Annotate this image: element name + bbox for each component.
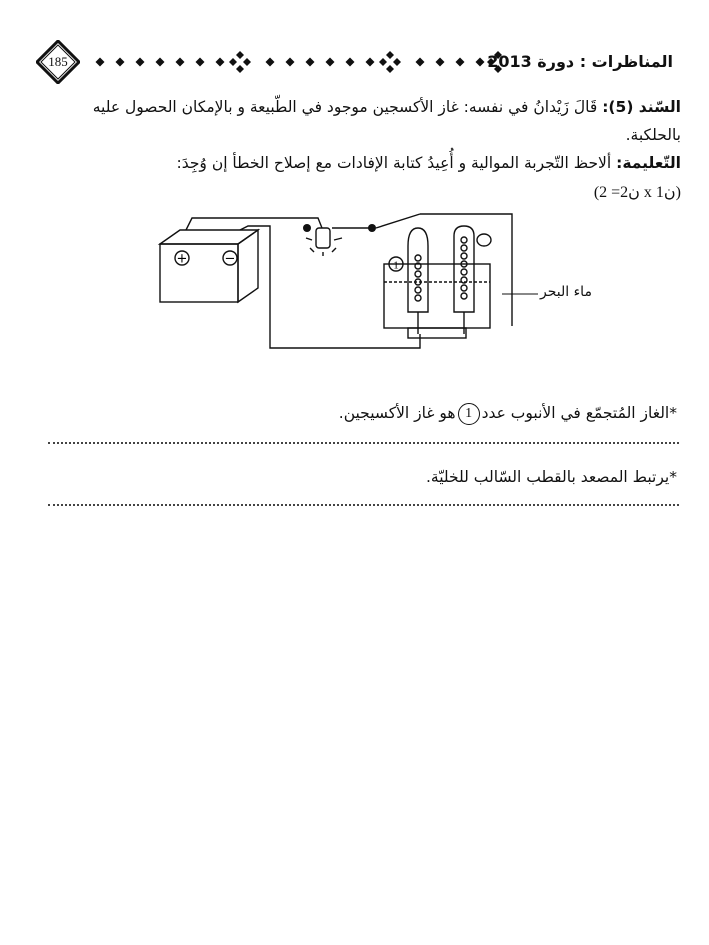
tube-number-badge: 1 — [458, 403, 480, 425]
diamond-ornament-icon — [386, 65, 394, 73]
test-tube-2-icon — [454, 226, 491, 334]
lamp-icon — [306, 228, 342, 256]
support-paragraph-continued: بالحلكبة. — [625, 126, 681, 144]
electrolysis-diagram — [140, 206, 560, 356]
instruction-text: ألاحظ التّجربة الموالية و أُعِيدُ كتابة الإفادات مع إصلاح الخطأ إن وُجِدَ: — [176, 154, 617, 172]
statement-1-suffix: هو غاز الأكسيجين. — [338, 404, 456, 422]
test-tube-1-icon — [408, 228, 428, 334]
header-title: المناظرات : دورة 2013 — [487, 52, 673, 71]
page-number-badge — [36, 40, 80, 84]
statement-2: *يرتبط المصعد بالقطب السّالب للخليّة. — [425, 468, 677, 486]
diamond-ornament-icon — [216, 58, 225, 67]
instruction-label: التّعليمة: — [616, 154, 681, 172]
formula: (ن2= 2 x ن1) — [593, 184, 681, 201]
answer-line-1[interactable] — [48, 438, 679, 444]
battery-minus-label: − — [224, 251, 236, 267]
diamond-ornament-icon — [266, 58, 275, 67]
support-text: قَالَ زَيْدانُ في نفسه: غاز الأكسجين موجود في الطّبيعة و بالإمكان الحصول عليه — [92, 98, 603, 116]
diamond-ornament-icon — [176, 58, 185, 67]
tube-number-label: 1 — [393, 259, 399, 272]
diamond-ornament-icon — [196, 58, 205, 67]
diamond-ornament-icon — [476, 58, 485, 67]
diamond-ornament-icon — [243, 58, 251, 66]
diamond-ornament-icon — [96, 58, 105, 67]
diamond-ornament-icon — [116, 58, 125, 67]
statement-1-prefix: *الغاز المُتجمّع في الأنبوب عدد — [481, 404, 677, 422]
diamond-ornament-icon — [386, 51, 394, 59]
diamond-ornament-icon — [156, 58, 165, 67]
battery-icon — [160, 230, 258, 302]
support-label: السّند (5): — [602, 98, 681, 116]
sea-water-label: ماء البحر — [540, 284, 592, 300]
support-paragraph — [20, 94, 681, 120]
diamond-ornament-icon — [136, 58, 145, 67]
diamond-ornament-icon — [456, 58, 465, 67]
diamond-ornament-icon — [393, 58, 401, 66]
statement-1 — [30, 400, 677, 426]
answer-line-2[interactable] — [48, 500, 679, 506]
diamond-ornament-icon — [379, 58, 387, 66]
diamond-ornament-icon — [286, 58, 295, 67]
instruction-paragraph — [20, 150, 681, 176]
diamond-ornament-icon — [236, 65, 244, 73]
diamond-ornament-icon — [346, 58, 355, 67]
page-number: 185 — [48, 54, 68, 69]
diamond-ornament-icon — [436, 58, 445, 67]
battery-plus-label: + — [176, 251, 188, 267]
diamond-ornament-icon — [366, 58, 375, 67]
diamond-ornament-icon — [306, 58, 315, 67]
diamond-ornament-icon — [229, 58, 237, 66]
diamond-ornament-icon — [326, 58, 335, 67]
decorative-diamond-row — [86, 48, 506, 76]
diamond-ornament-icon — [236, 51, 244, 59]
diamond-ornament-icon — [416, 58, 425, 67]
